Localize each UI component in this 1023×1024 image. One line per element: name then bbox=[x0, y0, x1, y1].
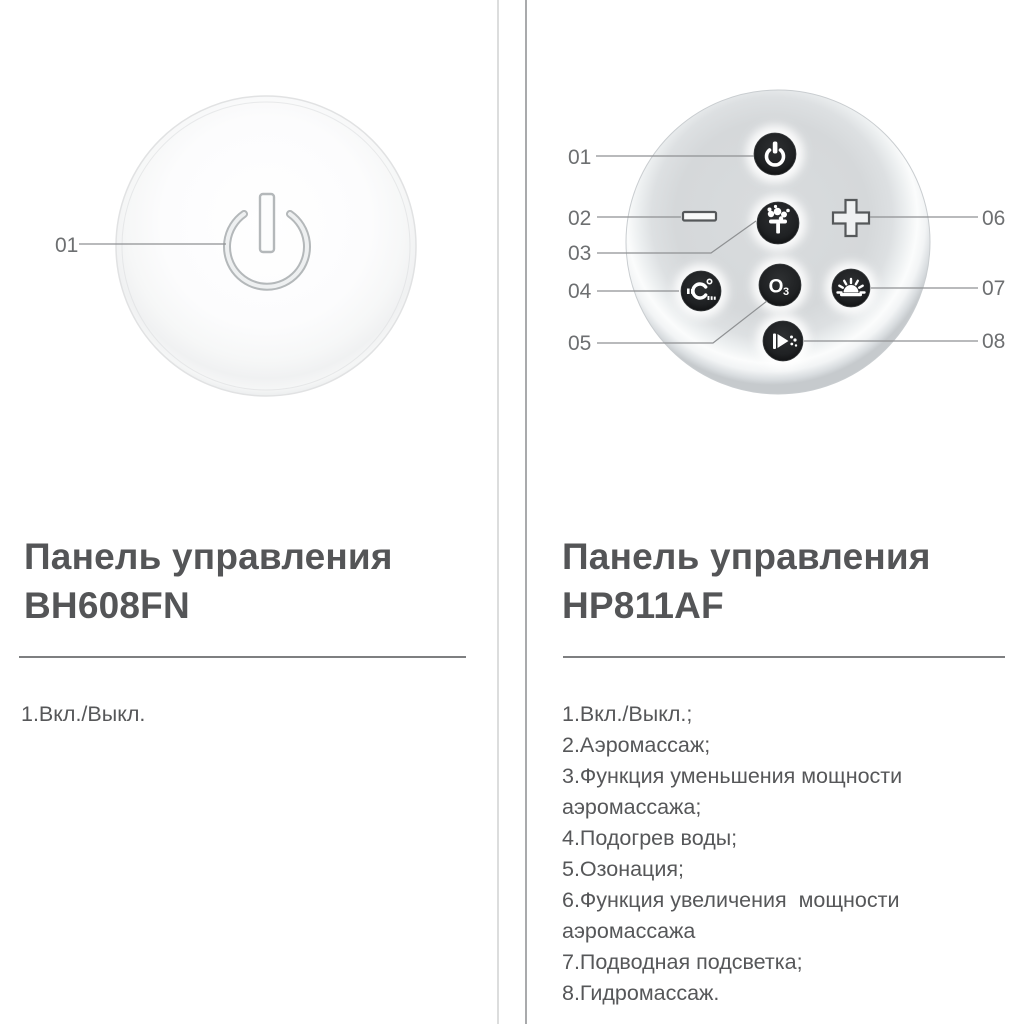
panel-title bbox=[562, 532, 931, 630]
panel-title-line1: Панель управления bbox=[562, 536, 931, 577]
panel-title-line1: Панель управления bbox=[24, 536, 393, 577]
function-item: 5.Озонация; bbox=[562, 857, 684, 881]
hydromassage-button bbox=[756, 314, 810, 368]
function-item: 1.Вкл./Выкл. bbox=[21, 702, 146, 726]
light-button bbox=[825, 262, 877, 314]
callout-04-label: 04 bbox=[568, 280, 592, 303]
function-item: 7.Подводная подсветка; bbox=[562, 950, 803, 974]
decrease-power-button bbox=[683, 212, 716, 221]
callout-01-label: 01 bbox=[568, 146, 592, 169]
function-list bbox=[21, 699, 461, 730]
callout-08-label: 08 bbox=[982, 330, 1006, 353]
function-item: 3.Функция уменьшения мощности аэромассажа; bbox=[562, 764, 909, 819]
minus-icon bbox=[683, 212, 716, 221]
callout-02-label: 02 bbox=[568, 207, 592, 230]
aero-massage-button bbox=[750, 195, 806, 251]
heat-button bbox=[674, 264, 728, 318]
ozone-button bbox=[752, 257, 808, 313]
callout-07-label: 07 bbox=[982, 277, 1006, 300]
function-item: 1.Вкл./Выкл.; bbox=[562, 702, 693, 726]
control-panel-photo-bh608fn bbox=[0, 0, 499, 500]
ozone-icon-subscript: 3 bbox=[782, 286, 790, 298]
function-item: 2.Аэромассаж; bbox=[562, 733, 711, 757]
panel-model: BH608FN bbox=[24, 585, 190, 626]
function-item: 4.Подогрев воды; bbox=[562, 826, 738, 850]
panel-card-bh608fn bbox=[0, 0, 499, 1024]
callout-01-label: 01 bbox=[55, 234, 79, 257]
ozone-icon: O bbox=[768, 276, 784, 298]
panel-model: HP811AF bbox=[562, 585, 724, 626]
power-button bbox=[746, 125, 804, 183]
title-divider bbox=[19, 656, 466, 658]
control-panel-photo-hp811af bbox=[526, 0, 1023, 500]
function-item: 6.Функция увеличения мощности аэромассажа bbox=[562, 888, 906, 943]
function-list bbox=[562, 699, 964, 1009]
panel-title bbox=[24, 532, 393, 630]
callout-05-label: 05 bbox=[568, 332, 592, 355]
panel-card-hp811af bbox=[526, 0, 1023, 1024]
function-item: 8.Гидромассаж. bbox=[562, 981, 720, 1005]
callout-06-label: 06 bbox=[982, 207, 1006, 230]
title-divider bbox=[563, 656, 1005, 658]
callout-03-label: 03 bbox=[568, 242, 592, 265]
